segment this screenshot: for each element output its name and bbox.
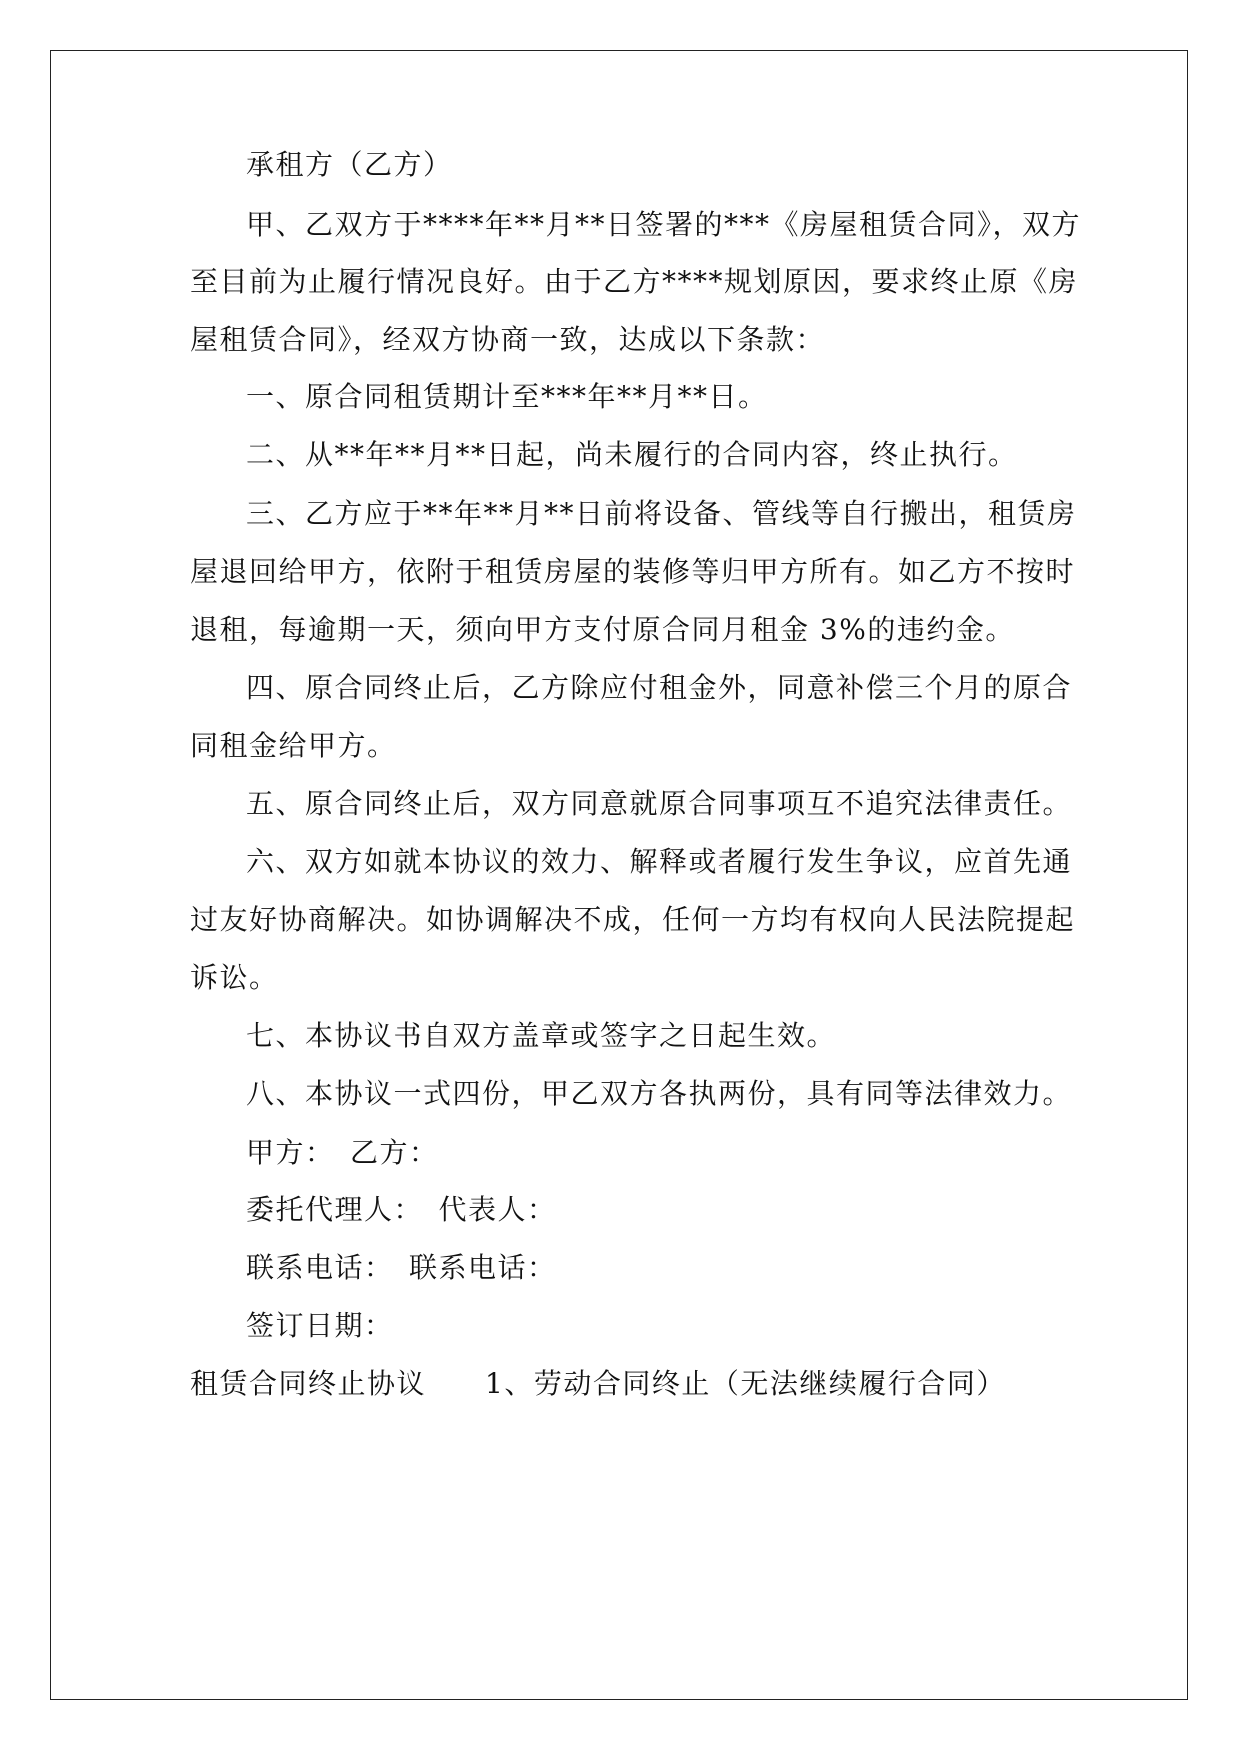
clause-3-line-3: 退租，每逾期一天，须向甲方支付原合同月租金 3%的违约金。 [190, 613, 1015, 646]
signature-phones: 联系电话： 联系电话： [246, 1251, 557, 1284]
clause-1: 一、原合同租赁期计至***年**月**日。 [246, 380, 768, 413]
signature-agents: 委托代理人： 代表人： [246, 1193, 557, 1226]
clause-3-line-2: 屋退回给甲方，依附于租赁房屋的装修等归甲方所有。如乙方不按时 [190, 555, 1076, 588]
signature-date: 签订日期： [246, 1309, 394, 1342]
clause-7: 七、本协议书自双方盖章或签字之日起生效。 [246, 1019, 837, 1052]
clause-5: 五、原合同终止后，双方同意就原合同事项互不追究法律责任。 [246, 787, 1073, 820]
clause-4-line-1: 四、原合同终止后，乙方除应付租金外，同意补偿三个月的原合 [246, 671, 1073, 704]
paragraph-intro-line-3: 屋租赁合同》，经双方协商一致，达成以下条款： [190, 323, 826, 356]
lessee-heading: 承租方（乙方） [246, 148, 453, 181]
clause-8: 八、本协议一式四份，甲乙双方各执两份，具有同等法律效力。 [246, 1077, 1073, 1110]
footer-title-line: 租赁合同终止协议 1、劳动合同终止（无法继续履行合同） [190, 1367, 1006, 1400]
clause-4-line-2: 同租金给甲方。 [190, 729, 397, 762]
signature-parties: 甲方： 乙方： [246, 1136, 439, 1169]
clause-2: 二、从**年**月**日起，尚未履行的合同内容，终止执行。 [246, 438, 1018, 471]
clause-6-line-1: 六、双方如就本协议的效力、解释或者履行发生争议，应首先通 [246, 845, 1073, 878]
paragraph-intro-line-2: 至目前为止履行情况良好。由于乙方****规划原因，要求终止原《房 [190, 265, 1079, 298]
clause-6-line-3: 诉讼。 [190, 961, 279, 994]
clause-3-line-1: 三、乙方应于**年**月**日前将设备、管线等自行搬出，租赁房 [246, 497, 1077, 530]
clause-6-line-2: 过友好协商解决。如协调解决不成，任何一方均有权向人民法院提起 [190, 903, 1076, 936]
paragraph-intro-line-1: 甲、乙双方于****年**月**日签署的***《房屋租赁合同》，双方 [246, 208, 1082, 241]
